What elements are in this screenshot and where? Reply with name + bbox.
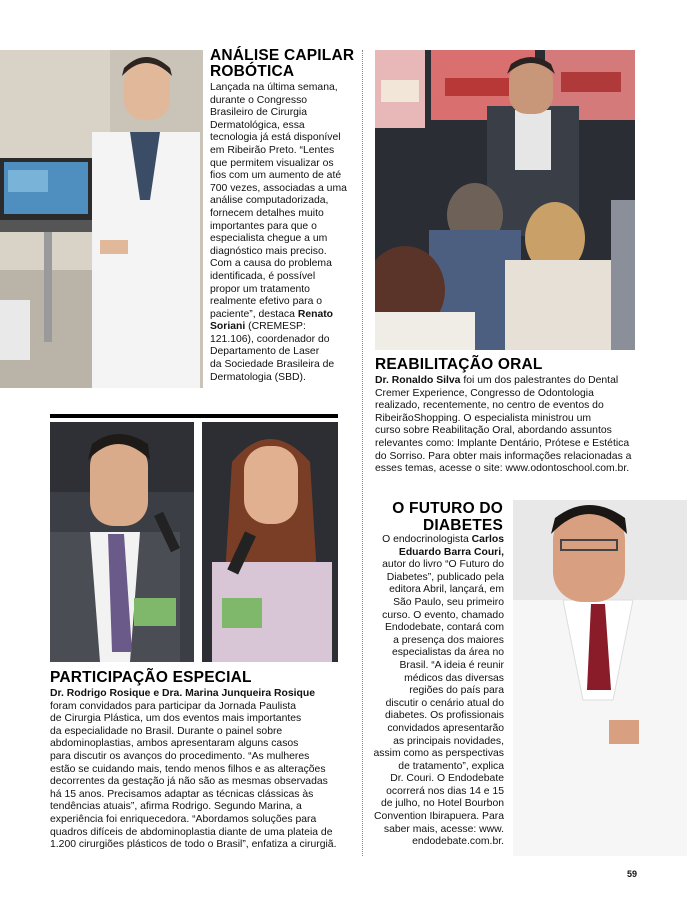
author-name-bold: Renato	[297, 308, 334, 320]
text-line: de tratamento”, explica	[398, 760, 504, 772]
text-line: tendências atuais”, afirma Rodrigo. Segundo Marina, a	[50, 801, 302, 813]
capilar-title-line-2: ROBÓTICA	[210, 63, 295, 80]
text-line: importantes para que o	[210, 220, 317, 232]
text-line: Dermatologia (SBD).	[210, 371, 306, 383]
text-line: análise computadorizada,	[210, 195, 329, 207]
text-line	[370, 547, 504, 560]
text-line: há 15 anos. Precisamos adaptar as técnicas clássicas às	[50, 788, 314, 800]
text-line: curso. O evento, chamado	[382, 609, 504, 621]
diabetes-title	[375, 500, 503, 534]
text-line: da Sociedade Brasileira de	[210, 359, 335, 371]
text-line: foram convidados para participar da Jornada Paulista	[50, 700, 297, 712]
diabetes-body	[370, 534, 504, 849]
text-line: médicos das diversas	[404, 672, 504, 684]
text-line: RibeirãoShopping. O especialista ministrou um	[375, 412, 592, 424]
text-line: a presença dos maiores	[393, 634, 504, 646]
text-line: Brasileiro de Cirurgia	[210, 107, 308, 119]
text-line: quadros difíceis de abdominoplastia diante de uma plateia de	[50, 826, 333, 838]
text-span: paciente”, destaca	[210, 308, 298, 320]
text-line: decorrentes da gestação já não são as mesmas observadas	[50, 776, 328, 788]
author-name-bold: Eduardo Barra Couri,	[398, 546, 504, 558]
text-line: identificada, é possível	[210, 270, 316, 282]
text-line: Cremer Experience, Congresso de Odontologia	[375, 387, 594, 399]
author-name-bold: Soriani	[210, 321, 246, 333]
text-line: relevantes como: Implante Dentário, Prótese e Estética	[375, 437, 630, 449]
text-line: da especialidade no Brasil. Durante o painel sobre	[50, 725, 283, 737]
text-line: Departamento de Laser	[210, 346, 320, 358]
text-line: realizado, recentemente, no centro de eventos do	[375, 400, 604, 412]
text-line: discutir o cenário atual do	[385, 697, 504, 709]
text-line: Diabetes”, publicado pela	[386, 571, 504, 583]
text-line: Brasil. “A ideia é reunir	[399, 659, 504, 671]
text-line: do Sorriso. Para obter mais informações relacionadas a	[375, 450, 632, 462]
dermatologist-photo	[0, 50, 203, 388]
reabilitacao-body	[375, 375, 645, 476]
text-line: curso sobre Reabilitação Oral, abordando assuntos	[375, 425, 612, 437]
dr-rodrigo-photo	[50, 422, 194, 662]
text-line: Dr. Couri. O Endodebate	[390, 773, 504, 785]
text-line: diagnóstico mais preciso.	[210, 245, 327, 257]
text-line: experiência foi enriquecedora. “Abordamos soluções para	[50, 813, 317, 825]
text-line: que permitem visualizar os	[210, 157, 334, 169]
text-line: realmente efetivo para o	[210, 296, 323, 308]
text-line: diabetes. Os profissionais	[385, 710, 504, 722]
participacao-body	[50, 688, 350, 852]
participacao-title: PARTICIPAÇÃO ESPECIAL	[50, 669, 252, 686]
section-rule	[50, 414, 338, 418]
reabilitacao-title: REABILITAÇÃO ORAL	[375, 356, 543, 373]
text-line	[210, 309, 360, 322]
text-line: ocorrerá nos dias 14 e 15	[386, 785, 504, 797]
text-line: tecnologia já está disponível	[210, 132, 341, 144]
text-line: Com a causa do problema	[210, 258, 332, 270]
text-line: estão se cuidando mais, tendo menos filhos e as alterações	[50, 763, 326, 775]
text-span: (CREMESP:	[245, 321, 306, 333]
text-line: abdominoplastias, ambos apresentaram alguns casos	[50, 738, 299, 750]
diabetes-title-line-2: DIABETES	[423, 517, 503, 534]
text-line: 1.200 cirurgiões plásticos de todo o Brasil”, enfatiza a cirurgiã.	[50, 839, 337, 851]
author-name-bold: Dr. Ronaldo Silva	[375, 375, 461, 386]
text-line: de Cirurgia Plástica, um dos eventos mais importantes	[50, 713, 302, 725]
text-line: fios com um aumento de até	[210, 170, 342, 182]
conference-speaker-photo	[375, 50, 635, 350]
text-line	[50, 688, 350, 701]
text-span: foi um dos palestrantes do Dental	[460, 375, 619, 386]
author-name-bold: Dr. Rodrigo Rosique e Dra. Marina Junqueira Rosique	[50, 688, 316, 699]
text-line: regiões do país para	[409, 685, 504, 697]
text-line: autor do livro “O Futuro do	[382, 559, 504, 571]
text-line: durante o Congresso	[210, 94, 308, 106]
text-line: especialistas da área no	[391, 647, 504, 659]
text-line: fornecem detalhes muito	[210, 207, 324, 219]
text-line: saber mais, acesse: www.	[383, 823, 504, 835]
text-line	[210, 321, 360, 334]
column-divider	[362, 50, 363, 856]
diabetes-title-line-1: O FUTURO DO	[392, 500, 503, 517]
text-line	[370, 534, 504, 547]
text-line: de julho, no Hotel Bourbon	[380, 798, 504, 810]
dr-couri-photo	[513, 500, 687, 856]
author-name-bold: Carlos	[471, 534, 504, 545]
text-line: 700 vezes, associadas a uma	[210, 182, 347, 194]
text-line: editora Abril, lançará, em	[389, 584, 504, 596]
text-line: 121.106), coordenador do	[210, 333, 330, 345]
capilar-title	[210, 48, 354, 80]
text-line: para discutir os avanços do procedimento. “As mulheres	[50, 750, 310, 762]
text-line: especialista chegue a um	[210, 233, 328, 245]
text-line: propor um tratamento	[210, 283, 310, 295]
text-line: Endodebate, contará com	[385, 622, 504, 634]
text-line: as principais novidades,	[393, 735, 504, 747]
capilar-body	[210, 82, 360, 384]
text-line: esses temas, acesse o site: www.odontoschool.com.br.	[375, 463, 630, 475]
text-line: assim como as perspectivas	[373, 748, 504, 760]
text-line: São Paulo, seu primeiro	[393, 596, 504, 608]
text-span: O endocrinologista	[382, 534, 472, 545]
text-line	[375, 375, 645, 388]
text-line: convidados apresentarão	[387, 722, 504, 734]
text-line: Dermatológica, essa	[210, 119, 305, 131]
text-line: endodebate.com.br.	[412, 836, 504, 848]
dra-marina-photo	[202, 422, 338, 662]
capilar-title-line-1: ANÁLISE CAPILAR	[210, 47, 355, 64]
text-line: Lançada na última semana,	[210, 82, 338, 93]
text-line: Convention Ibirapuera. Para	[374, 811, 504, 823]
page-number: 59	[627, 869, 638, 879]
text-line: em Ribeirão Preto. “Lentes	[210, 144, 335, 156]
